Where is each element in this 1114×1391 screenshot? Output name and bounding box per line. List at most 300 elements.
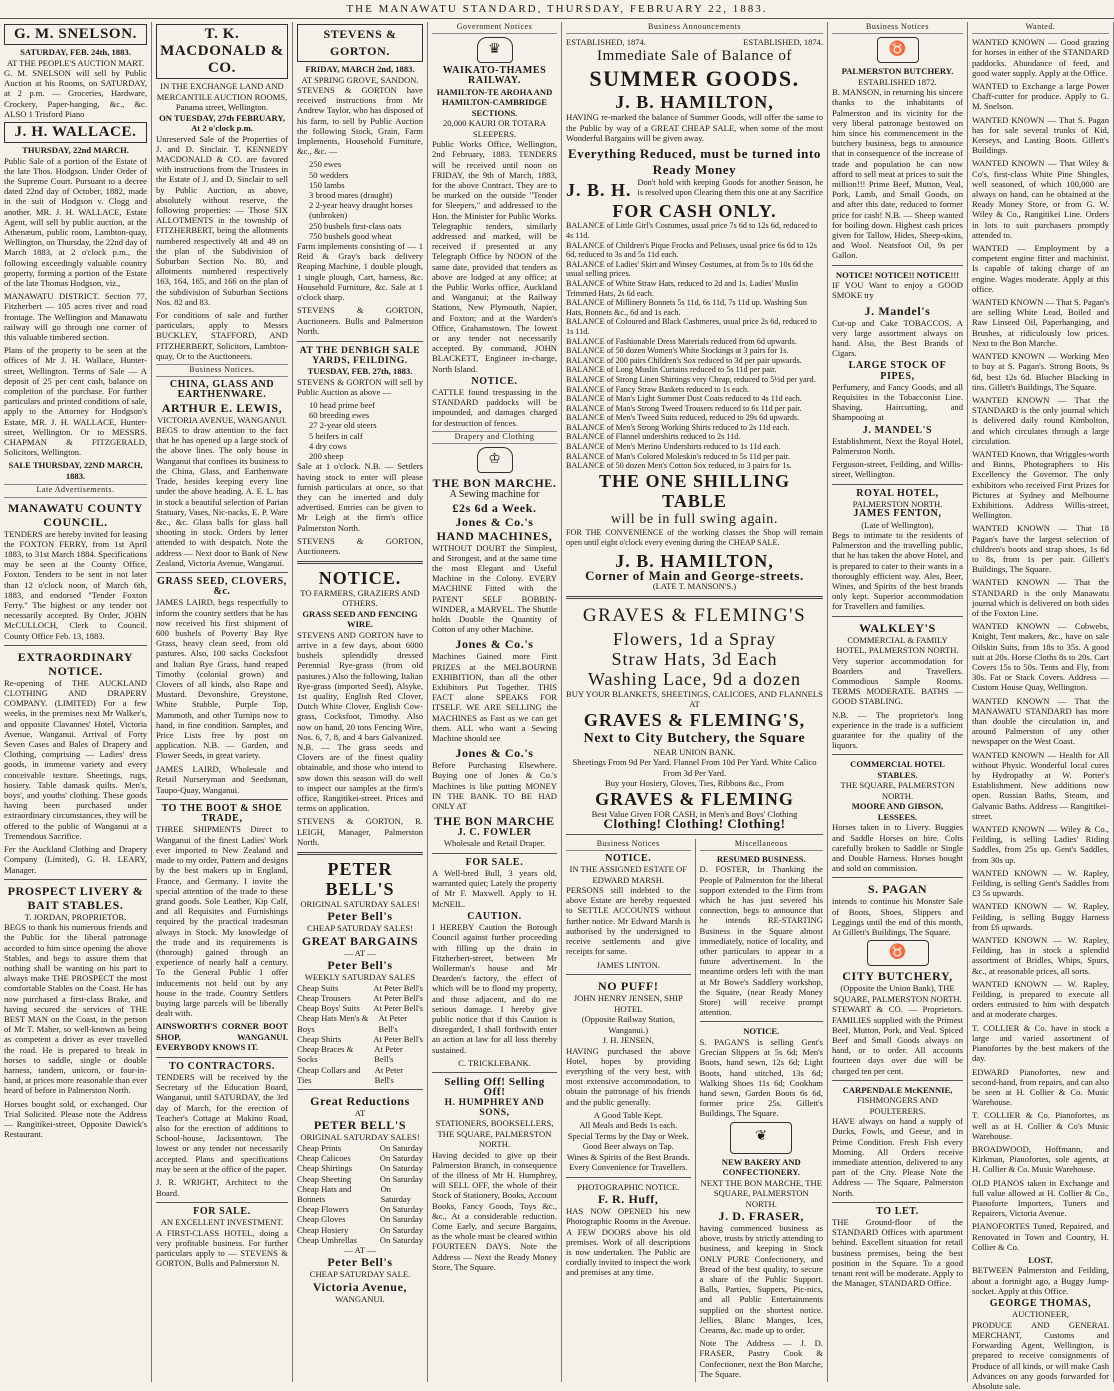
section-heading: Drapery and Clothing	[432, 431, 557, 444]
list-item: 10 head prime beef	[309, 400, 376, 411]
ad-line: Sheetings From 9d Per Yard. Flannel From 10d Per Yard. White Calico From 3d Per Yard.	[572, 757, 817, 778]
classified-item: T. COLLIER & Co. have in stock a large and varied assortment of Pianofortes by the best makers of the day.	[972, 1022, 1109, 1064]
list-item: BALANCE of Children's Pique Frocks and Pelisses, usual price 6s 6d to 12s 6d, reduced to 3s and 5s 11d each.	[566, 240, 817, 260]
ad-title: Selling Off! Selling Off!	[444, 1076, 545, 1099]
ad-title: LOST.	[1028, 1254, 1053, 1265]
ad-body: Perfumery, and Fancy Goods, and all Requisites in the Tobacconist Line. Shaving, Haircutting, and Shampooing at	[832, 381, 963, 423]
ad-body: Sale at 1 o'clock. N.B. — Settlers having stock to enter will please furnish particulars at once, so that they can be inserted and duly advertised. Entries can be given to Mr Leigh at the firm's office Palmerston North.	[297, 461, 423, 533]
divider	[832, 616, 963, 617]
ad-body: Public Works Office, Wellington, 2nd February, 1883. TENDERS will be received until noon on FRIDAY, the 9th of March, 1883, for the above Contract. They are to be marked on the outside "Tender for Sleepers," and addressed to the Hon. the Minister for Public Works. Telegraphic tenders, similarly addressed and marked, will be received if presented at any Telegraph Office by NOON of the same date, provided that tenders as above are lodged at any office; at the Public Works office, Auckland and Wanganui; at the Railway Stations, New Plymouth, Napier, and Foxton; and at the Warden's Office, Grahamstown. The lowest or any tender not necessarily accepted. By command, JOHN BLACKETT, Engineer in-charge, North Island.	[432, 139, 557, 374]
classified-item: WANTED KNOWN — Wiley & Co., Feilding, is selling Ladies' Riding Saddles, from 25s up. Gent's Saddles, from 30s up.	[972, 824, 1109, 865]
ad-line: Peter Bell's	[327, 958, 393, 973]
list-item: Cheap Boys' Suits At Peter Bell's	[297, 1003, 423, 1014]
ad-sub: COMMERCIAL & FAMILY HOTEL, PALMERSTON NORTH.	[836, 634, 959, 656]
classified-item: WANTED KNOWN — That the STANDARD is the only Manawatu journal which is delivered on both sides of the Foxton Line.	[972, 577, 1109, 618]
ad-line: Washing Lace, 9d a dozen	[588, 668, 801, 689]
ad-line: J. B. H.	[566, 179, 632, 200]
ad-footer: STEVENS & GORTON, R. LEIGH, Manager, Palmerston North.	[297, 816, 423, 848]
ad-title: CARPENDALE McKENNIE,	[842, 1084, 953, 1095]
list-item: BALANCE of Millinery Bonnets 5s 11d, 6s 11d, 7s 11d up. Washing Sun Hats, Bonnets &c., 6d and 1s each.	[566, 298, 807, 317]
ad-line: BUY YOUR BLANKETS, SHEETINGS, CALICOES, AND FLANNELS	[566, 688, 823, 699]
list-item: 3 brood mares (draught)	[309, 190, 393, 201]
divider	[832, 877, 963, 878]
list-item: 60 breeding ewes	[309, 410, 370, 421]
classified-item: PIANOFORTES Tuned, Repaired, and Renovated in Town and Country, H. Collier & Co.	[972, 1221, 1109, 1252]
ad-sub: STATIONERS, BOOKSELLERS, THE SQUARE, PALMERSTON NORTH.	[435, 1118, 554, 1150]
ad-line: PETER BELL'S	[313, 1118, 407, 1133]
list-item: Cheap Suits At Peter Bell's	[297, 982, 423, 993]
divider	[156, 1202, 288, 1203]
stock-list	[297, 400, 423, 461]
section-heading: Business Notices	[832, 22, 963, 34]
ad-date: THURSDAY, 22nd MARCH.	[22, 145, 129, 156]
divider	[432, 1072, 557, 1073]
jbh-row	[566, 178, 823, 201]
ad-line: Straw Hats, 3d Each	[611, 648, 778, 669]
ad-title: NOTICE.	[743, 1026, 780, 1037]
list-item: Cheap Hats Men's & Boys At Peter Bell's	[297, 1013, 407, 1034]
list-item: BALANCE of Man's Colored Moleskin's reduced to 5s 11d per pair.	[566, 451, 790, 461]
ad-body: HAVING purchased the above Hotel, hopes by providing everything of the very best, with most extensive accommodation, to obtain the patronage of his friends and the public generally.	[566, 1045, 691, 1107]
list-item: 200 sheep	[309, 451, 344, 462]
classified-item: WANTED KNOWN — Health for All without Physic. Wonderful local cures by Hydropathy at W. Porter's Establishment. New additions now open. Russian Baths, Steam, and Galvanic Baths. Address — Rangitikei-street.	[972, 749, 1109, 821]
ad-title: CITY BUTCHERY,	[842, 969, 953, 984]
ad-sub: (Late of Wellington),	[861, 519, 934, 530]
ad-body: PERSONS still indebted to the above Estate are hereby requested to SETTLE ACCOUNTS without further notice. Mr Edward Marsh is authorised by the undersigned to receive settlements and give receipts for same.	[566, 885, 691, 957]
ad-line: GRAVES & FLEMING	[595, 788, 794, 809]
section-heading: Business Notices.	[156, 364, 288, 377]
classified-item: WANTED — Employment by a competent engine fitter and machinist. Is capable of taking charge of an engine. Wages moderate. Apply at this office.	[972, 243, 1109, 294]
ad-title: MANAWATU COUNTY COUNCIL.	[7, 500, 144, 529]
list-item: Cheap Gloves On Saturday	[297, 1214, 423, 1225]
sub-columns	[566, 839, 823, 1382]
ad-body: BETWEEN Palmerston and Feilding, about a fortnight ago, a Buggy Jump-socket. Apply at this Office.	[972, 1265, 1109, 1296]
ad-proprietor: T. JORDAN, PROPRIETOR.	[24, 911, 127, 922]
column-6	[828, 22, 968, 1382]
ad-body: FOR THE CONVENIENCE of the working classes the Shop will remain open until eight o'clock every evening during the CHEAP SALE.	[566, 527, 823, 548]
list-item: Cheap Umbrellas On Saturday	[297, 1234, 423, 1245]
ad-body: Re-opening of THE AUCKLAND CLOTHING AND DRAPERY COMPANY. (LIMITED) For a few weeks, in the premises next Mr Walker's, and opposite Clavannes' Hotel, Victoria Avenue, Wanganui. Arrival of Forty Seven Cases and Bales of Drapery and Clothing, comprising — Ladies' dress goods, in immense variety and every conceivable texture. Sheetings, rugs, hosiery. Table damask quilts. Men's, boys', and youths' clothing. These goods having been purchased under extraordinary circumstances, they will be offered to the public of Wanganui at a Tremendous Sacrifice.	[4, 677, 147, 841]
ad-title: S. PAGAN	[867, 882, 928, 897]
ad-date: FRIDAY, MARCH 2nd, 1883.	[305, 64, 415, 74]
ad-line: Great Reductions	[310, 1093, 410, 1108]
ad-line: AT	[689, 699, 700, 710]
ad-name: J. D. FRASER,	[718, 1209, 804, 1224]
divider	[832, 1202, 963, 1203]
ad-body: STEVENS AND GORTON have to arrive in a few days, about 6000 bushels splendidly dressed Perennial Rye-grass (from old pastures.) Also the following, Italian Rye-grass (imported Seed), Alsyke, 1st quality, English Red Clover, Dutch White Clover, English Cow-grass, Cocksfoot, Timothy. Also now on hand, 20 tons Fencing Wire, Nos. 6, 7, 8, and 4 bars Galvanized. N.B. — The grass seeds and Clovers are of the finest quality obtainable, and those who intend to sow down this season will do well to inspect our samples at the firm's office, Rangitikei-street. Prices and terms on application.	[297, 629, 423, 814]
classified-item: WANTED KNOWN — W. Rapley, Feilding, is selling Buggy Harness from £6 upwards.	[972, 901, 1109, 932]
classified-item: WANTED Known, that Wriggles-worth and Binns, Photographers to His Excellency the Governor. The only exhibitors who received First Prizes for Pictures at Sydney and Melbourne Exhibitions. Address Willis-street, Wellington.	[972, 448, 1109, 521]
list-item: Cheap Sheeting On Saturday	[297, 1173, 423, 1184]
list-item: 50 wedders	[309, 169, 349, 180]
ad-line: (LATE T. MANSON'S.)	[652, 581, 737, 592]
ad-body: TENDERS will be received by the Secretary of the Education Board, Wanganui, until SATURDAY, the 3rd day of March, for the erection of Teacher's Cottage at Makino Road, also for the erection of additions to School-house, Jacksontown. The lowest or any tender not necessarily accepted. Plans and specifications may be seen at the office of the paper.	[156, 1072, 288, 1174]
ad-body: WITHOUT DOUBT the Simplest, and Strongest, and at the same time the most Elegant and Useful Machine in the Colony. EVERY MACHINE Fitted with the PATENT SELF BOBBIN-WINDER, a MARVEL. The Shuttle holds Double the Quantity of Cotton of any other Machine.	[432, 542, 557, 635]
list-item: Every Convenience for Travellers.	[569, 1162, 688, 1173]
divider	[432, 853, 557, 854]
list-item: BALANCE of Strong Linen Shirtings very Cheap, reduced to 5½d per yard.	[566, 374, 816, 384]
classified-item: WANTED KNOWN — W. Rapley, Feilding, is selling Gent's Saddles from £3 5s upwards.	[972, 867, 1109, 899]
ad-body: STEWART & CO. — Proprietors. FAMILIES supplied with the Primest Beef, Mutton, Pork, and Veal. Spiced Beef and Small Goods always on hand, or to order. All accounts fourteen days over due will be charged ten per cent.	[832, 1004, 963, 1076]
list-item: BALANCE of Man's Light Summer Dust Coats reduced to 4s 11d each.	[566, 394, 802, 404]
ad-title: NOTICE.	[318, 567, 402, 588]
list-item: BALANCE of Coloured and Black Cashmeres, usual price 2s 6d, reduced to 1s 11d.	[566, 317, 817, 336]
ad-title: J. H. WALLACE.	[4, 122, 147, 143]
ad-line: LARGE STOCK OF PIPES,	[848, 360, 947, 382]
list-item: BALANCE of 200 pairs Children's Sox reduced to 3d per pair upwards.	[566, 355, 802, 365]
ad-line: CHEAP SATURDAY SALES!	[306, 923, 413, 934]
stock-list	[297, 159, 423, 241]
section-heading: Business Announcements	[566, 22, 823, 34]
ad-footer: Establishment, Next the Royal Hotel, Palmerston North.	[832, 435, 963, 456]
ad-title: T. K. MACDONALD & CO.	[156, 24, 288, 79]
classified-item: WANTED KNOWN — Cobwebs, Knight, Tent makers, &c., have on sale Oilskin Suits, from 18s to 35s. A good suit at 20s. Horse Cloths 8s to 20s. Cart Covers 15s to 50s. Tents and Fly, from 30s. Fat or Stack Covers. Address — Custom House Quay, Wellington.	[972, 621, 1109, 693]
ad-line: £2s 6d a Week.	[452, 500, 537, 515]
classified-item: WANTED KNOWN — That the MANAWATU STANDARD has more than double the circulation in, and around Palmerston of any other newspaper on the West Coast.	[972, 695, 1109, 747]
ad-body: G. M. SNELSON will sell by Public Auction at his Rooms, on SATURDAY, at 2 p.m. — Groceries, Hardware, Crockery, Paper-hanging, &c., &c. ALSO 1 Trisford Piano	[4, 68, 147, 119]
ox-illustration-icon: ♉	[867, 940, 929, 966]
ad-sub: ORIGINAL SATURDAY SALES!	[300, 1132, 420, 1143]
ad-title: PALMERSTON BUTCHERY.	[841, 66, 954, 77]
ad-footer: Horses bought sold, or exchanged. Our Trial Solicited. Please note the Address — Rangitikei-street, Opposite Dawick's Restaurant.	[4, 1098, 147, 1140]
list-item: Cheap Shirts At Peter Bell's	[297, 1033, 423, 1044]
divider	[566, 1177, 691, 1178]
ad-footer: N.B. — The proprietor's long experience in the trade is a sufficient guarantee for the quality of the liquors.	[832, 709, 963, 751]
ad-body: Having decided to give up their Palmerston Branch, in consequence of the illness of Mr H. Humphrey, will SELL OFF, the whole of their Stock of Stationery, Books, Account Books, Fancy Goods, Toys &c., &c., At a considerable reduction. Come Early, and secure Bargains, as the whole must be cleared within FOURTEEN DAYS. Note the Address — Next the Ready Money Store, The Square.	[432, 1149, 557, 1272]
classified-item: WANTED KNOWN — W. Rapley, Feilding, is prepared to execute all orders entrusted to him with despatch and at moderate charges.	[972, 978, 1109, 1020]
column-4	[428, 22, 562, 1382]
list-item: Special Terms by the Day or Week.	[567, 1130, 689, 1141]
divider	[156, 1057, 288, 1058]
masthead	[0, 0, 1114, 19]
section-heading: Miscellaneous	[700, 839, 824, 851]
list-item: BALANCE of Men's Strong Working Shirts reduced to 2s 11d each.	[566, 422, 790, 432]
ad-body: D. FOSTER, In Thanking the People of Palmerston for the liberal support extended to the Firm from which he has just severed his connection, begs to announce that he intends RE-STARTING Business in the Square almost immediately, notice of locality, and other particulars to appear in a future advertisement. In the meantime orders left with the man at Mr Bowe's Saddlery workshop, the Square, (near Ready Money Store) will receive prompt attention.	[699, 864, 823, 1018]
sheaf-illustration-icon: ❦	[730, 1122, 792, 1154]
ad-body: JAMES LAIRD, begs respectfully to inform the country settlers that he has now received his first shipment of 600 bushels of Poverty Bay Rye Grass, heavy clean seed, from old pastures. Also, 100 sacks Cocksfoot and Italian Rye Grass, hand reaped Timothy (colonial grown) and Clovers of all kinds, also Rape and Mustard. Devonshire, Greystone, White Stubble, Purple Top, Mammoth, and other Turnips now to hand, in fine condition. Samples, and Price Lists free by post on application. N.B. — Garden, and Flower Seeds, in great variety.	[156, 597, 288, 761]
ad-sub: AN EXCELLENT INVESTMENT.	[160, 1217, 284, 1228]
ad-sub: FISHMONGERS AND POULTERERS.	[857, 1095, 938, 1116]
list-item: BALANCE of 50 dozen Men's Cotton Sox reduced, to 3 pairs for 1s.	[566, 461, 792, 471]
ad-date: SATURDAY, FEB. 24th, 1883.	[20, 47, 131, 57]
ad-line: Jones & Co.'s	[455, 514, 534, 529]
ad-line: WANGANUI.	[335, 1293, 385, 1304]
ad-line: A Sewing machine for	[449, 489, 540, 500]
ad-body: STEVENS & GORTON have received instructions from Mr Andrew Taylor, who has disposed of his farm, to sell by Public Auction the following Stock, Grain, Farm Implements, Household Furniture, &c., &c. —	[297, 85, 423, 157]
divider	[832, 1080, 963, 1081]
ad-footer: AINSWORTH'S CORNER BOOT SHOP, WANGANUI. EVERYBODY KNOWS IT.	[156, 1021, 288, 1053]
ad-body: BEGS to thank his numerous friends and the Public for the liberal patronage accorded to him since opening the above Stables, and begs to assure them that nothing shall be wanting on his part to always make THE PROSPECT the most comfortable Stables on the Coast. He has now purchased a first-class Brake, and having secured the services of THE BEST MAN on the Coast, in the person of Mr T. Maher, so well-known as being as competent a driver as ever travelled the road. He is prepared to break in horses to saddle, single or double harness, tandem, unicorn, or four-in-hand, at prices more reasonable than ever heard of before in Palmerston North.	[4, 922, 147, 1096]
ad-body: HAVE always on hand a supply of Ducks, Fowls, and Geese, and in Prime Condition. Fresh Fish every Morning. All Orders receive immediate attention, delivered to any part of the City. Please Note the Address — The Square, Palmerston North.	[832, 1116, 963, 1198]
sub-column-left	[566, 839, 696, 1382]
ad-body: THREE SHIPMENTS Direct to Wanganui of the finest Ladies' Work ever imported to New Zealand and made to my order, Pattern and designs by the best makers up in England, France, and Germany. I invite the special attention of the trade to these grand goods. Sole Leather, Kip Calf, and all Requisites and Furnishings required by the practical tradesman always in Stock. My knowledge of the trade and its requirements is (thorough) gained through an experience of nearly half a century. To the General Public I offer inducements not held out by any house in the trade. Country Settlers buying large parcels will be liberally dealt with.	[156, 824, 288, 1019]
ad-title: NEW BAKERY AND CONFECTIONERY.	[721, 1156, 801, 1178]
ad-line: WEEKLY SATURDAY SALES	[304, 972, 416, 983]
list-item: 2 2-year heavy draught horses (unbroken)	[309, 200, 413, 221]
list-item: Cheap Hats and Bonnets On Saturday	[297, 1183, 412, 1204]
ad-title: EXTRAORDINARY NOTICE.	[17, 649, 134, 678]
ad-body: S. PAGAN'S is selling Gent's Grecian Slippers at 5s 6d; Men's Boots, hand sewn, 12s 6d; Light Boots, hand stitched, 13s 6d; Walking Shoes 11s 6d; Cookham hand sewn, Garden Boots 6s 6d, former price 25s. Gillett's Buildings, The Square.	[699, 1036, 823, 1119]
ad-footer: For conditions of sale and further particulars, apply to Messrs BUCKLEY, STAFFORD, AND FITZHERBERT, Solicitors, Lambton-quay, Or to the Auctioneers.	[156, 309, 288, 361]
list-item: 27 2-year old steers	[309, 420, 377, 431]
list-item: BALANCE of Men's Merino Undershirts reduced to 1s 11d each.	[566, 442, 781, 452]
ad-body: BEGS to draw attention to the fact that he has opened up a large stock of the above lines. The only house in Wanganui that confines its business to the China, Glass, and Earthenware Trade, besides keeping every line under the above heading. A. E. L. has in stock a beautiful selection of Parian Statuary, Vases, Nic-nacks, E. P. Ware &c., &c. Glass balls for glass ball shooting in stock. Orders by letter attended to with despatch. Note the address — Next door to Bank of New Zealand, Victoria Avenue, Wanganui.	[156, 425, 288, 568]
classified-item: WANTED KNOWN — That Wiley & Co's, first-class White Pine Shingles, well seasoned, of which 100,000 are always on hand, can be obtained at the Ready Money Store, or from G. W. Wiley & Co., Rangitikei Line. Orders in lots to suit purchasers promptly attended to.	[972, 158, 1109, 240]
ad-footer: SALE THURSDAY, 22ND MARCH, 1883.	[8, 460, 143, 481]
ad-footer: JAMES LINTON.	[596, 959, 660, 970]
ad-title: PHOTOGRAPHIC NOTICE.	[577, 1181, 680, 1192]
ad-line: Immediate Sale of Balance of	[596, 48, 793, 65]
ad-name: JAMES FENTON,	[853, 508, 942, 520]
divider	[297, 852, 423, 855]
classified-item: T. COLLIER & Co. Pianofortes, as well as at H. Collier & Co's Music Warehouse.	[972, 1110, 1109, 1141]
ad-line: — AT —	[344, 947, 376, 958]
list-item: BALANCE of White Straw Hats, reduced to 2d and 1s. Ladies' Muslin Trimmed Hats, 2s 6d each.	[566, 278, 799, 298]
price-list	[297, 1143, 423, 1245]
list-item: BALANCE of Man's Strong Tweed Trousers reduced to 6s 11d per pair.	[566, 403, 802, 413]
ad-body: HAS NOW OPENED his new Photographic Rooms in the Avenue. A FEW DOORS above his old premises. Work of all descriptions is now undertaken. The Public are cordially invited to inspect the work and premises at any time.	[566, 1206, 691, 1278]
ad-line: SUMMER GOODS.	[589, 66, 800, 92]
ad-body: CATTLE found trespassing in the STANDARD paddocks will be impounded, and damages charged for destruction of fences.	[432, 386, 557, 428]
ad-body: Plans of the property to be seen at the offices of Mr J. H. Wallace, Hunter-street, Wellington. Terms of Sale — A deposit of 25 per cent cash, balance on completion of the purchase. For further particulars and printed conditions of sale, apply to the Attorney for Hodgson's Estate, MR. J. H. WALLACE, Hunter-street, Wellington. Or to MESSRS. CHAPMAN & FITZGERALD, Solicitors, Wellington.	[4, 345, 147, 458]
established-label: ESTABLISHED, 1874.	[566, 37, 646, 48]
ad-body: HAVING re-marked the balance of Summer Goods, will offer the same to the Public by way of a GREAT CHEAP SALE, when some of the most Wonderful Bargains will be given away.	[566, 112, 823, 143]
ad-place: AT THE PEOPLE'S AUCTION MART.	[6, 57, 145, 68]
list-item: Cheap Prints On Saturday	[297, 1142, 423, 1153]
ad-footer: Note The Address — J. D. FRASER, Pastry Cook & Confectioner, next the Bon Marche, The Square.	[699, 1338, 823, 1379]
balance-list	[566, 221, 823, 470]
ad-title: TO LET.	[876, 1205, 919, 1217]
ad-line: Wholesale and Retail Draper.	[443, 838, 546, 849]
ad-name: H. HUMPHREY AND SONS,	[444, 1097, 545, 1118]
classified-item: WANTED KNOWN — That 18 Pagan's have the largest selection of children's boots and strap shoes, 1s 6d to 8s, from 1s per pair. Gillett's Buildings, The Square.	[972, 523, 1109, 575]
section-heading: Late Advertisements.	[4, 484, 147, 497]
ad-line: Clothing! Clothing! Clothing!	[603, 816, 786, 832]
list-item: BALANCE of Flannel undershirts reduced to 2s 11d.	[566, 432, 741, 442]
classified-item: BROADWOOD, Hoffmann, and Kirkman, Pianofortes, sole agents, at H. Collier & Co. Music Warehouse.	[972, 1143, 1109, 1175]
list-item: BALANCE of Ladies' Skirt and Winsey Costumes, at from 5s to 10s 6d the usual selling prices.	[566, 259, 814, 279]
ad-line: NEAR UNION BANK.	[653, 746, 736, 757]
list-item: Cheap Hosiery On Saturday	[297, 1224, 423, 1235]
classified-item: WANTED KNOWN — That S. Pagan's are selling White Lead, Boiled and Raw Linseed Oil, Paperhanging, and Brushes, at ridiculously low prices. Next to the Bon Marche.	[972, 297, 1109, 348]
divider	[832, 754, 963, 755]
ad-body: Before Purchasing Elsewhere. Buying one of Jones & Co.'s Machines is like putting MONEY IN THE BANK. TO BE HAD ONLY AT	[432, 760, 557, 811]
classified-item: WANTED KNOWN — Good grazing for horses in either of the STANDARD paddocks. Abundance of feed, and good water supply. Apply at the Office.	[972, 37, 1109, 78]
column-2	[152, 22, 293, 1382]
ad-body: Farm implements consisting of — 1 Reid & Gray's back delivery Reaping Machine, 1 double plough, 1 single plough, Cart, harness, &c. Household Furniture, &c. Sale at 1 o'clock sharp.	[297, 241, 423, 303]
ad-footer: JAMES LAIRD, Wholesale and Retail Nurseryman and Seedsman, Taupo-Quay, Wanganui.	[156, 763, 288, 795]
ad-body: Begs to intimate to the residents of Palmerston and the travelling public, that he has taken the above Hotel, and is prepared to cater to their wants in a thoroughly efficient way. Ales, Beer, Wines, and Spirits of the best brands only kept. Superior accommodation for Travellers and families.	[832, 530, 963, 612]
ad-footer: STEVENS & GORTON, Auctioneers.	[297, 535, 423, 557]
section-heading: Wanted.	[972, 22, 1109, 34]
section-heading: Government Notices	[432, 22, 557, 34]
ad-footer: STEVENS & GORTON, Auctioneers. Bulls and Palmerston North.	[297, 305, 423, 337]
price-list	[297, 983, 423, 1085]
ad-line: HAND MACHINES,	[436, 528, 553, 543]
classified-item: WANTED KNOWN — That the STANDARD is the only journal which is delivered daily round Kimbolton, and which circulates through a large circulation.	[972, 394, 1109, 446]
ad-sub: (Opposite Railway Station, Wanganui.)	[581, 1014, 675, 1035]
classified-item: EDWARD Pianofortes, new and second-hand, from repairs, and can also be seen at H. Collier & Co. Music Warehouse.	[972, 1066, 1109, 1108]
ad-title: AT THE DENBIGH SALE YARDS, FEILDING.	[299, 345, 421, 366]
divider	[297, 1089, 423, 1090]
ad-name: MOORE AND GIBSON, LESSEES.	[851, 801, 944, 822]
ad-title: STEVENS & GORTON.	[297, 24, 423, 62]
ad-sub: NEXT THE BON MARCHE, THE SQUARE, PALMERSTON NORTH.	[700, 1177, 822, 1209]
ad-title: PETER BELL'S	[325, 858, 395, 899]
ad-line: Peter Bell's	[327, 909, 393, 924]
ad-body: THE Ground-floor of the STANDARD Offices with apartment behind. Excellent situation for retail business premises, being the best position in the Square. To a good tenant rent will be moderate. Apply to the Manager, STANDARD Office.	[832, 1217, 963, 1289]
ad-title: G. M. SNELSON.	[4, 24, 147, 45]
ad-sub: ESTABLISHED 1872.	[858, 76, 937, 87]
list-item: Cheap Collars and Ties At Peter Bell's	[297, 1064, 404, 1085]
ad-line: THE BON MARCHE	[434, 814, 555, 829]
ad-name: J. H. JENSEN,	[602, 1035, 654, 1045]
list-item: 4 dry cows	[309, 440, 347, 451]
list-item: All Meals and Beds 1s each.	[579, 1120, 678, 1131]
list-item: Good Beer always on Tap.	[582, 1141, 674, 1152]
ad-title: PROSPECT LIVERY & BAIT STABLES.	[7, 883, 144, 912]
ad-date: ON TUESDAY, 27th FEBRUARY, At 2 o'clock p.m.	[159, 112, 285, 133]
list-item: BALANCE of Long Muslin Curtains reduced to 5s 11d per pair.	[566, 365, 777, 375]
ad-name: F. R. Huff,	[598, 1192, 659, 1207]
divider	[4, 645, 147, 646]
ad-title: WALKLEY'S	[859, 620, 936, 635]
ad-body: Horses taken in to Livery. Buggies and Saddle Horses on hire. Colts carefully broken to Saddle or Single and Double Harness. Horses bought and sold on commission.	[832, 822, 963, 874]
ad-title: GRASS SEED, CLOVERS, &c.	[157, 575, 287, 598]
ad-line: Best Value Given FOR CASH, in Men's and Boys' Clothing	[591, 808, 798, 819]
ad-body: Public Sale of a portion of the Estate of the late Thos. Hodgson. Under Order of the Supreme Court. Pursuant to a decree dated 22nd day of October, 1882, made in the suit of Hodgson v. Clogg and another. MR. J. H. WALLACE, Estate Agent, will sell by public auction, at the Athenæum, public room, Lambton-quay, Wellington, on Thursday, the 22nd day of March 1883, at 2 o'clock p.m., the following exceedingly valuable country property, forming a portion of the Estate of the late Thomas Hodgson, viz.,	[4, 155, 147, 288]
divider	[156, 572, 288, 573]
ad-sub: AUCTIONEER,	[1011, 1309, 1070, 1320]
ad-body: STEVENS & GORTON will sell by Public Auction as above —	[297, 376, 423, 397]
divider	[297, 341, 423, 342]
ad-body: intends to continue his Monster Sale of Boots, Shoes, Slippers and Leggings until the end of this month, At Gillett's Buildings, The Square.	[832, 896, 963, 938]
ad-sub: IN THE EXCHANGE LAND AND MERCANTILE AUCTION ROOMS, Panama street, Wellington.	[156, 81, 288, 112]
list-item: 250 ewes	[309, 159, 342, 170]
ad-title: COMMERCIAL HOTEL STABLES.	[850, 759, 945, 780]
divider	[566, 974, 691, 975]
ad-title: ROYAL HOTEL,	[856, 487, 939, 499]
ad-body: MANAWATU DISTRICT. Section 77, Fitzherbert — 105 acres river and road frontage. The Wellington and Manawatu railway will go through one corner of this valuable timbered section.	[4, 291, 147, 342]
ad-sub: HAMILTON-TE AROHA AND HAMILTON-CAMBRIDGE SECTIONS.	[436, 86, 553, 118]
list-item: 5 heifers in calf	[309, 430, 363, 441]
ad-title: CAUTION.	[467, 910, 522, 922]
list-item: 750 bushels good wheat	[309, 230, 392, 241]
divider	[832, 265, 963, 266]
divider	[156, 799, 288, 800]
ad-line: FOR CASH ONLY.	[612, 201, 777, 222]
ad-footer: Fer the Auckland Clothing and Drapery Company (Limited), G. H. LEARY, Manager.	[4, 844, 147, 875]
ad-line: J. B. HAMILTON,	[615, 92, 774, 113]
ad-body: I HEREBY Caution the Borough Council against further proceeding with filling up the drain in Fitzherbert-street, between Mr Wollerman's house and Mr Dearden's factory, the effect of which will be to flood my property, and those adjacent, and do me serious damage. I hereby give public notice that if this Caution is disregarded, I shall forthwith enter an action at law for all loss thereby sustained.	[432, 922, 557, 1055]
divider	[566, 834, 823, 835]
divider	[700, 1021, 824, 1022]
ad-title: NO PUFF!	[598, 979, 659, 993]
list-item: Cheap Shirtings On Saturday	[297, 1163, 423, 1174]
ad-footer: J. R. WRIGHT, Architect to the Board.	[156, 1177, 288, 1198]
ad-line: Corner of Main and George-streets.	[585, 568, 804, 584]
list-item: Cheap Flowers On Saturday	[297, 1204, 423, 1215]
divider	[4, 879, 147, 880]
ad-sub: THE SQUARE, PALMERSTON NORTH.	[840, 780, 955, 801]
ad-date: TUESDAY, FEB. 27th, 1883.	[307, 366, 413, 377]
ad-footer: C. TRICKLEBANK.	[458, 1057, 531, 1068]
list-item: Cheap Trousers At Peter Bell's	[297, 993, 423, 1004]
ad-body: PRODUCE AND GENERAL MERCHANT, Customs and Forwarding Agent, Wellington, is prepared to receive consignments of Produce of all kinds, or will make Cash Advances on any goods forwarded for Absolute sale.	[972, 1319, 1109, 1391]
list-item: Cheap Braces & Socks At Peter Bell's	[297, 1044, 403, 1065]
ad-name: GEORGE THOMAS,	[989, 1298, 1092, 1310]
list-item: Cheap Calicoes On Saturday	[297, 1153, 423, 1164]
ad-title: WAIKATO-THAMES RAILWAY.	[442, 65, 547, 87]
ad-line: Victoria Avenue,	[312, 1279, 408, 1294]
ad-title: NOTICE.	[605, 852, 652, 864]
list-item: BALANCE of Men's Tweed Suits reduced, reduced to 29s 6d upwards.	[566, 413, 800, 423]
ad-line: GREAT BARGAINS	[301, 933, 419, 948]
bull-illustration-icon: ♉	[877, 37, 919, 63]
ad-title: NOTICE.	[471, 375, 518, 387]
column-7	[968, 22, 1114, 1391]
divider	[297, 561, 423, 564]
masthead-title: THE MANAWATU STANDARD, THURSDAY, FEBRUARY 22, 1883.	[346, 3, 768, 15]
ad-line: J. B. HAMILTON,	[615, 551, 774, 572]
ad-body: TENDERS are hereby invited for leasing the FOXTON FERRY, from 1st April 1883, to 31st March 1884. Specifications may be seen at the County Office, Foxton. Tenders to be sent in not later than 12 o'clock noon, of March 6th, 1883, and endorsed "Tender Foxton Ferry." The highest or any tender not necessarily accepted. By Order, JOHN McCULLOCH, Clerk to Council. County Office Feb. 13, 1883.	[4, 528, 147, 641]
ad-body: A FIRST-CLASS HOTEL, doing a very profitable business. For further particulars apply to — STEVENS & GORTON, Bulls and Palmerston N.	[156, 1227, 288, 1269]
ad-title: TO THE BOOT & SHOE TRADE,	[161, 803, 283, 825]
ad-title: FOR SALE.	[193, 1206, 251, 1218]
list-item: Wines & Spirits of the Best Brands.	[566, 1151, 690, 1162]
classified-item: WANTED KNOWN — Working Men to buy at S. Pagan's. Strong Boots, 9s 6d, best 12s 6d. Blucher Blacking in tins. Gillett's Buildings, The Square.	[972, 351, 1109, 392]
classified-item: WANTED to Exchange a large Power Chaff-cutter for produce. Apply to G. M. Snelson.	[972, 81, 1109, 112]
column-3	[293, 22, 428, 1382]
ad-sub: ORIGINAL SATURDAY SALES!	[300, 898, 420, 909]
list-item: BALANCE of 50 dozen Women's White Stockings at 3 pairs for 1s.	[566, 346, 789, 356]
ad-title: NOTICE! NOTICE!! NOTICE!!!	[835, 269, 960, 280]
classified-item: WANTED KNOWN — W. Rapley, Feilding, has in stock a splendid assortment of Bridles, Whips, Spurs, &c., at reasonable prices, all sorts.	[972, 935, 1109, 976]
ad-line: Everything Reduced, must be turned into Ready Money	[567, 146, 822, 178]
ad-body: Very superior accommodation for Boarders and Travellers. Commodious Sample Rooms. TERMS MODERATE. BATHS — GOOD STABLING.	[832, 655, 963, 707]
ad-body: IF YOU Want to enjoy a GOOD SMOKE try	[832, 280, 963, 301]
sub-column-right	[696, 839, 824, 1382]
classified-item: OLD PIANOS taken in Exchange and full value allowed at H. Collier & Co., Pianoforte Importers, Tuners and Repairers, Victoria Avenue.	[972, 1177, 1109, 1219]
ad-name: JOHN HENRY JENSEN, SHIP HOTEL	[573, 993, 683, 1014]
ad-line: CHEAP SATURDAY SALE.	[309, 1269, 411, 1280]
ad-body: Unreserved Sale of the Properties of J. and D. Sinclair. T. KENNEDY MACDONALD & CO. are favored with instructions from the Trustees in the Estate of J. and D. Sinclair to sell by Public Auction, as above, absolutely without reserve, the following properties: — Those SIX ALLOTMENTS in the township of FITZHERBERT, being the allotments numbered respectively 48 and 49 on the plan of the Subdivision of Suburban Section No. 80, and allotments numbered respectively 163, 164, 165, and 166 on the plan of the subdivision of Suburban Sections Nos. 82 and 83.	[156, 133, 288, 307]
divider	[566, 596, 823, 599]
section-heading: Business Notices	[566, 839, 691, 851]
ad-sub: GRASS SEED AND FENCING WIRE.	[302, 608, 418, 630]
column-1	[0, 22, 152, 1382]
ad-line: Next to City Butchery, the Square	[583, 730, 806, 746]
ad-line: THE ONE SHILLING TABLE	[598, 470, 791, 511]
list-item: 250 bushels first-class oats	[309, 220, 402, 231]
ad-sub: TO FARMERS, GRAZIERS AND OTHERS.	[300, 587, 420, 609]
ad-line: Flowers, 1d a Spray	[613, 628, 776, 649]
ad-address: VICTORIA AVENUE, WANGANUI.	[157, 414, 287, 425]
ad-body: Machines Gained more First PRIZES at the MELBOURNE EXHIBITION, than all the other Exhibitors Put Together. THIS FACT alone SPEAKS FOR ITSELF. WE ARE SELLING the MACHINES as Fast as we can get them. ALL who want a Sewing Machine should see	[432, 651, 557, 743]
ad-sub: 20,000 KAURI OR TOTARA SLEEPERS.	[442, 118, 547, 139]
ad-line: GRAVES & FLEMING'S,	[583, 709, 806, 730]
ad-line: Jones & Co.'s	[455, 637, 534, 652]
list-item: BALANCE of Little Girl's Costumes, usual price 7s 6d to 12s 6d, reduced to 4s 11d.	[566, 221, 818, 241]
ad-sub: PALMERSTON NORTH.	[852, 498, 943, 509]
ad-name: J. Mandel's	[864, 303, 931, 318]
ad-line: GRAVES & FLEMING'S	[582, 604, 807, 626]
column-5	[562, 22, 828, 1382]
ad-body: Don't hold with keeping Goods for another Season, he is resolved upon Clearing them this one at any Sacrifice	[637, 178, 823, 198]
ad-title: CHINA, GLASS AND EARTHENWARE.	[169, 379, 275, 401]
crown-icon: ♔	[477, 447, 513, 473]
ad-title: RESUMED BUSINESS.	[716, 853, 806, 864]
